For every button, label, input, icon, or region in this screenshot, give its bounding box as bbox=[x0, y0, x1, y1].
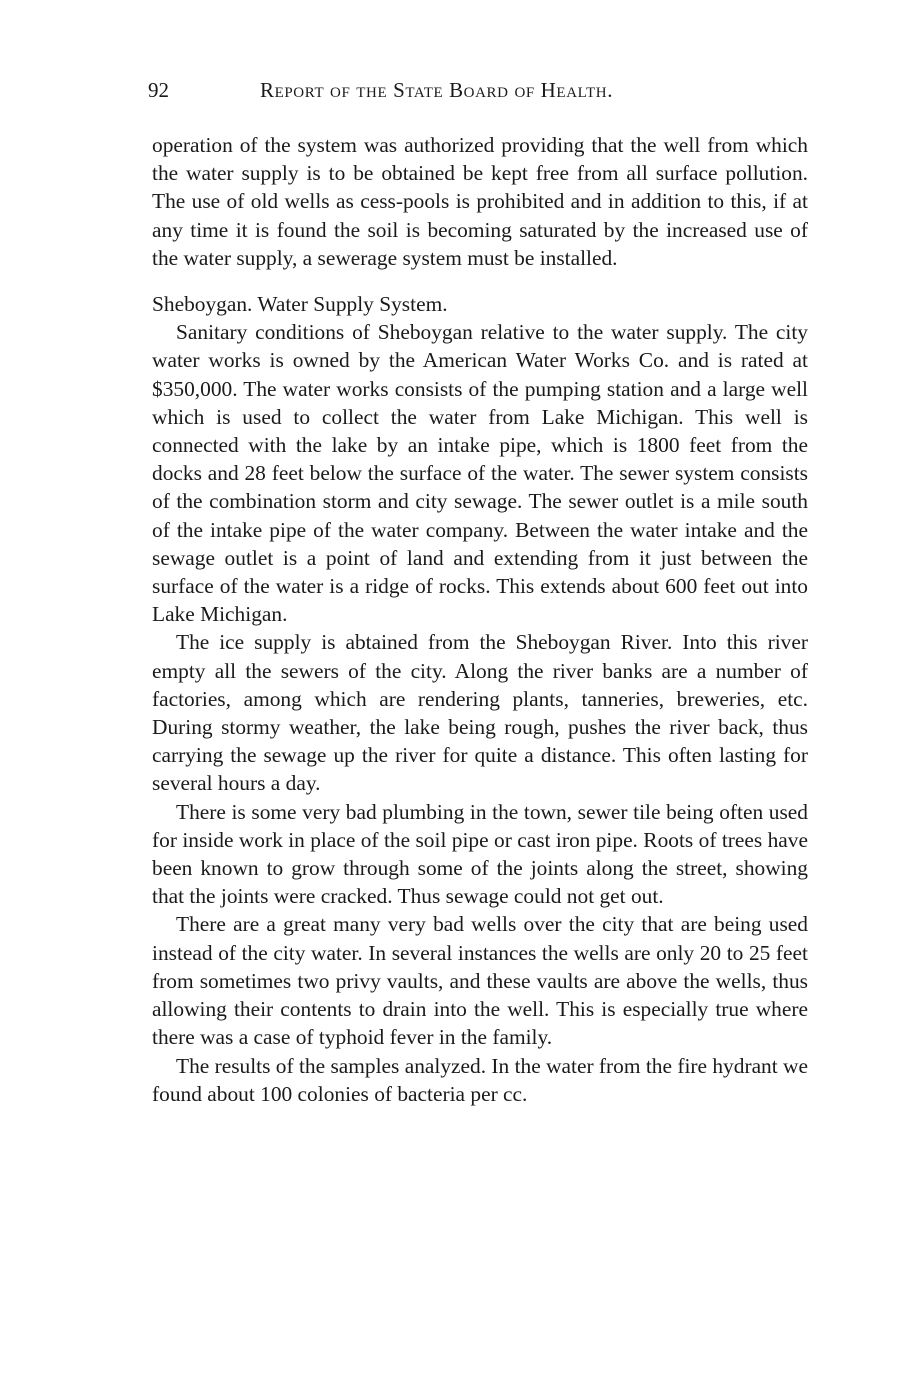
paragraph-sample-results: The results of the samples analyzed. In the water from the fire hydrant we found about 100 colonies of bacteria per cc. bbox=[152, 1053, 808, 1106]
paragraph-wells: There are a great many very bad wells over the city that are being used instead of the city water. In several instances the wells are only 20 to 25 feet from sometimes two privy vaults, and these vaults are above the wells, thus allowing their contents to drain into the well. This is especially true where there was a case of typhoid fever in the family. bbox=[152, 912, 808, 1050]
page-number: 92 bbox=[148, 78, 169, 102]
paragraph-plumbing: There is some very bad plumbing in the town, sewer tile being often used for inside work in place of the soil pipe or cast iron pipe. Roots of trees have been known to grow through some of the joints along the street, showing that the joints were cracked. Thus sewage could not get out. bbox=[152, 799, 808, 909]
continuation-paragraph: operation of the system was authorized providing that the well from which the water supply is to be obtained be kept free from all surface pollution. The use of old wells as cess-pools is prohibited and in addition to this, if at any time it is found the soil is becoming saturated by the increased use of the water supply, a sewerage system must be installed. bbox=[152, 133, 808, 270]
running-title: Report of the State Board of Health. bbox=[260, 78, 614, 102]
paragraph-ice-supply: The ice supply is abtained from the Sheboygan River. Into this river empty all the sewers of the city. Along the river banks are a number of factories, among which are rendering plants, tanneries, breweries, etc. During stormy weather, the lake being rough, pushes the river back, thus carrying the sewage up the river for quite a distance. This often lasting for several hours a day. bbox=[152, 630, 808, 796]
body-text bbox=[152, 131, 808, 1108]
section-heading: Sheboygan. Water Supply System. bbox=[152, 292, 448, 317]
paragraph-water-works: Sanitary conditions of Sheboygan relative to the water supply. The city water works is owned by the American Water Works Co. and is rated at $350,000. The water works consists of the pumping station and a large well which is used to collect the water from Lake Michigan. This well is connected with the lake by an intake pipe, which is 1800 feet from the docks and 28 feet below the surface of the water. The sewer system consists of the combination storm and city sewage. The sewer outlet is a mile south of the intake pipe of the water company. Between the water intake and the sewage outlet is a point of land and extending from it just between the surface of the water is a ridge of rocks. This extends about 600 feet out into Lake Michigan. bbox=[152, 320, 808, 627]
page-header bbox=[148, 78, 808, 108]
